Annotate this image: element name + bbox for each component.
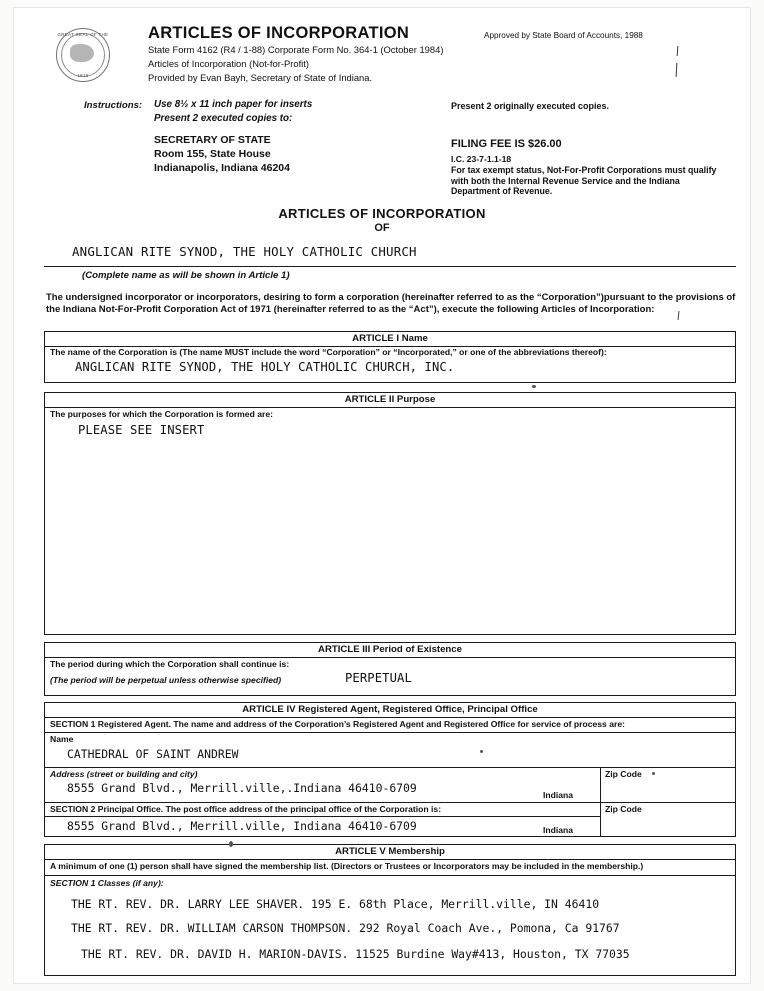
registered-agent-name-value[interactable]: CATHEDRAL OF SAINT ANDREW [67,747,239,761]
speck [229,841,233,847]
instructions-line-2: Present 2 executed copies to: [154,113,293,124]
article-3-note: (The period will be perpetual unless otherwise specified) [50,675,282,685]
speck [480,750,483,753]
article-4-section-1-prompt: SECTION 1 Registered Agent. The name and address of the Corporation’s Registered Agent and Registered Office for service of process are: [50,719,625,729]
instructions-label: Instructions: [84,100,143,111]
article-5-section-1-label: SECTION 1 Classes (if any): [50,878,164,888]
stray-mark [676,63,678,77]
divider [45,816,600,817]
registered-office-address-label: Address (street or building and city) [50,769,198,779]
form-sheet [14,8,750,983]
filing-fee: FILING FEE IS $26.00 [451,138,562,150]
seal-bottom-text: 1816 [77,73,89,78]
article-5-bar: ARTICLE V Membership [45,845,735,860]
stray-mark [677,46,679,56]
article-3-bar: ARTICLE III Period of Existence [45,643,735,658]
article-2-prompt: The purposes for which the Corporation is formed are: [50,409,273,419]
article-3-value[interactable]: PERPETUAL [345,671,412,685]
divider [600,802,601,836]
article-5-box [44,844,736,976]
member-row[interactable]: THE RT. REV. DR. DAVID H. MARION-DAVIS. 11525 Burdine Way#413, Houston, TX 77035 [81,947,630,961]
article-1-box [44,331,736,383]
article-4-bar: ARTICLE IV Registered Agent, Registered Office, Principal Office [45,703,735,718]
articles-heading-line-1: ARTICLES OF INCORPORATION [278,206,486,221]
form-number-line: State Form 4162 (R4 / 1-88) Corporate Form No. 364-1 (October 1984) [148,44,444,55]
article-1-value[interactable]: ANGLICAN RITE SYNOD, THE HOLY CATHOLIC CHURCH, INC. [75,360,455,374]
seal-top-text: GREAT SEAL OF THE [57,32,109,37]
registered-office-zip-label: Zip Code [605,769,642,779]
registered-office-address-value[interactable]: 8555 Grand Blvd., Merrill.ville,.Indiana 46410-6709 [67,781,417,795]
secretary-room-line: Room 155, State House [154,148,271,160]
approved-note: Approved by State Board of Accounts, 1988 [484,31,643,40]
article-4-section-2-prompt: SECTION 2 Principal Office. The post office address of the principal office of the Corporation is: [50,804,442,814]
ic-code: I.C. 23-7-1.1-18 [451,154,512,164]
speck [652,772,655,775]
article-3-box [44,642,736,696]
form-subtitle-line: Articles of Incorporation (Not-for-Profit) [148,58,309,69]
article-1-prompt: The name of the Corporation is (The name MUST include the word “Corporation” or “Incorporated,” or one of the abbreviations thereof): [50,347,607,357]
present-copies-note: Present 2 originally executed copies. [451,101,610,111]
articles-heading-line-2: OF [374,222,390,234]
principal-office-state-label: Indiana [543,825,574,835]
article-4-box [44,702,736,837]
article-2-box [44,392,736,635]
form-title: ARTICLES OF INCORPORATION [148,24,410,42]
divider [600,767,601,802]
member-row[interactable]: THE RT. REV. DR. LARRY LEE SHAVER. 195 E. 68th Place, Merrill.ville, IN 46410 [71,897,600,911]
name-underline [44,266,736,267]
principal-office-address-value[interactable]: 8555 Grand Blvd., Merrill.ville, Indiana 46410-6709 [67,819,417,833]
divider [45,802,735,803]
registered-agent-name-label: Name [50,734,74,744]
form-provider-line: Provided by Evan Bayh, Secretary of State of Indiana. [148,72,373,83]
principal-office-zip-label: Zip Code [605,804,642,814]
complete-name-note: (Complete name as will be shown in Article 1) [82,270,290,281]
article-2-value[interactable]: PLEASE SEE INSERT [78,423,205,437]
member-row[interactable]: THE RT. REV. DR. WILLIAM CARSON THOMPSON. 292 Royal Coach Ave., Pomona, Ca 91767 [71,921,620,935]
registered-office-state-label: Indiana [543,790,574,800]
speck [532,385,536,388]
state-seal-icon [52,26,114,84]
article-3-prompt: The period during which the Corporation shall continue is: [50,659,290,669]
article-5-prompt-text: A minimum of one (1) person shall have signed the membership list. (Directors or Trustees or Incorporators may be included in the membership.) [50,861,644,871]
undersigned-paragraph: The undersigned incorporator or incorporators, desiring to form a corporation (hereinafter referred to as the “Corporation”)pursuant to the provisions of the Indiana Not-For-Profit Corporation Act of 1971 (hereinafter referred to as the “Act”), execute the following Articles of Incorporation: [46,292,736,316]
secretary-city-line: Indianapolis, Indiana 46204 [154,162,290,174]
article-2-bar: ARTICLE II Purpose [45,393,735,408]
secretary-of-state-line: SECRETARY OF STATE [154,134,271,146]
instructions-line-1: Use 8½ x 11 inch paper for inserts [154,99,313,110]
tax-exempt-note: For tax exempt status, Not-For-Profit Corporations must qualify with both the Internal Revenue Service and the Indiana Department of Revenue. [451,165,717,197]
article-5-prompt [50,861,643,871]
divider [45,732,735,733]
corporation-name-typed: ANGLICAN RITE SYNOD, THE HOLY CATHOLIC CHURCH [72,244,417,259]
divider [45,767,735,768]
divider [45,875,735,876]
article-1-bar: ARTICLE I Name [45,332,735,347]
